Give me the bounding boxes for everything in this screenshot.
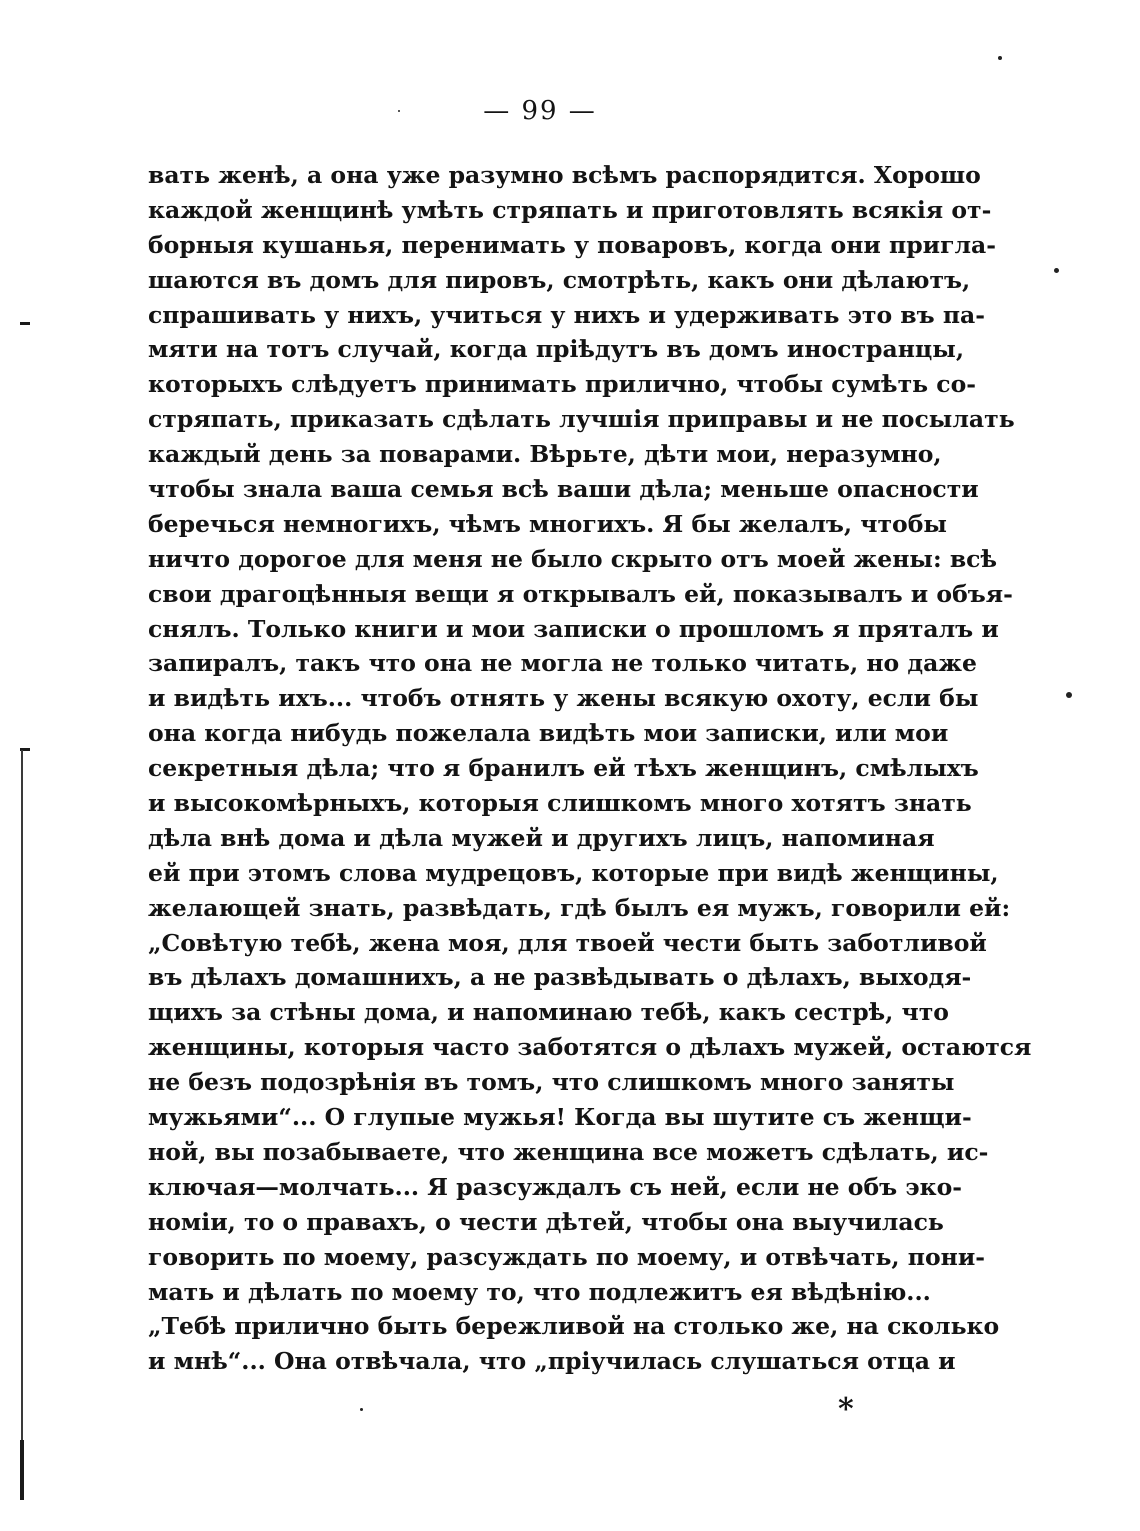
text-line: номіи, то о правахъ, о чести дѣтей, чтобы она выучилась: [148, 1207, 944, 1236]
text-line: спрашивать у нихъ, учиться у нихъ и удерживать это въ па-: [148, 300, 986, 329]
text-line: чтобы знала ваша семья всѣ ваши дѣла; меньше опасности: [148, 475, 979, 504]
text-line: каждой женщинѣ умѣть стряпать и приготовлять всякія от-: [148, 195, 992, 224]
text-line: запиралъ, такъ что она не могла не только читать, но даже: [148, 649, 977, 678]
text-line: стряпать, приказать сдѣлать лучшія приправы и не посылать: [148, 405, 1015, 434]
text-line: щихъ за стѣны дома, и напоминаю тебѣ, какъ сестрѣ, что: [148, 998, 949, 1027]
text-line: борныя кушанья, перенимать у поваровъ, когда они пригла-: [148, 230, 997, 259]
scan-edge-line: [21, 750, 23, 1480]
text-line: каждый день за поварами. Вѣрьте, дѣти мои, неразумно,: [148, 440, 942, 469]
text-line: мать и дѣлать по моему то, что подлежитъ ея вѣдѣнію...: [148, 1277, 931, 1306]
text-line: и высокомѣрныхъ, которыя слишкомъ много хотятъ знать: [148, 789, 972, 818]
text-line: шаются въ домъ для пировъ, смотрѣть, какъ они дѣлаютъ,: [148, 265, 971, 294]
text-line: вать женѣ, а она уже разумно всѣмъ распорядится. Хорошо: [148, 161, 981, 189]
text-line: мужьями“... О глупые мужья! Когда вы шутите съ женщи-: [148, 1103, 972, 1132]
text-line: желающей знать, развѣдать, гдѣ былъ ея мужъ, говорили ей:: [148, 893, 1011, 922]
footer-asterisk: *: [838, 1392, 854, 1427]
page-number: — 99 —: [483, 96, 597, 126]
scan-speck: [998, 56, 1002, 60]
text-line: которыхъ слѣдуетъ принимать прилично, чтобы сумѣть со-: [148, 370, 977, 399]
text-line: ключая—молчать... Я разсуждалъ съ ней, если не объ эко-: [148, 1172, 963, 1201]
text-line: снялъ. Только книги и мои записки о прошломъ я пряталъ и: [148, 614, 999, 643]
text-line: не безъ подозрѣнія въ томъ, что слишкомъ много заняты: [148, 1068, 955, 1097]
text-line: „Совѣтую тебѣ, жена моя, для твоей чести быть заботливой: [148, 928, 987, 957]
text-line: женщины, которыя часто заботятся о дѣлахъ мужей, остаются: [148, 1033, 1032, 1062]
text-line: секретныя дѣла; что я бранилъ ей тѣхъ женщинъ, смѣлыхъ: [148, 754, 979, 783]
text-line: беречься немногихъ, чѣмъ многихъ. Я бы желалъ, чтобы: [148, 509, 947, 538]
scan-speck: [1054, 268, 1059, 273]
body-text: [148, 158, 1032, 1379]
scan-speck: [398, 110, 400, 112]
text-line: въ дѣлахъ домашнихъ, а не развѣдывать о дѣлахъ, выходя-: [148, 963, 972, 992]
text-line: говорить по моему, разсуждать по моему, и отвѣчать, пони-: [148, 1242, 986, 1271]
text-line: и видѣть ихъ... чтобъ отнять у жены всякую охоту, если бы: [148, 684, 979, 713]
text-line: „Тебѣ прилично быть бережливой на столько же, на сколько: [148, 1312, 1000, 1341]
text-line: ничто дорогое для меня не было скрыто отъ моей жены: всѣ: [148, 544, 998, 573]
text-line: свои драгоцѣнныя вещи я открывалъ ей, показывалъ и объя-: [148, 579, 1013, 608]
text-line: и мнѣ“... Она отвѣчала, что „пріучилась слушаться отца и: [148, 1347, 956, 1376]
text-line: дѣла внѣ дома и дѣла мужей и другихъ лицъ, напоминая: [148, 823, 935, 852]
scan-speck: [360, 1408, 363, 1411]
text-line: она когда нибудь пожелала видѣть мои записки, или мои: [148, 719, 949, 748]
text-line: ной, вы позабываете, что женщина все можетъ сдѣлать, ис-: [148, 1137, 989, 1166]
scan-edge-mark: [20, 322, 30, 325]
text-line: ей при этомъ слова мудрецовъ, которые при видѣ женщины,: [148, 858, 999, 887]
text-line: мяти на тотъ случай, когда пріѣдутъ въ домъ иностранцы,: [148, 335, 965, 364]
scan-speck: [1066, 692, 1072, 698]
scan-edge-line: [20, 1440, 24, 1500]
